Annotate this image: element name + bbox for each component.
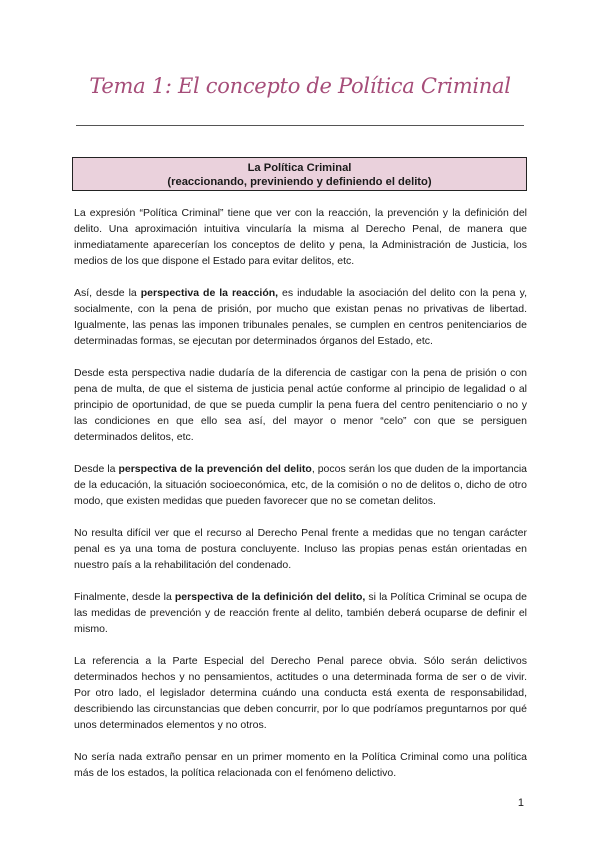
body-text	[74, 205, 527, 797]
section-header-box	[72, 157, 527, 191]
emphasis: perspectiva de la definición del delito,	[174, 591, 369, 603]
title-divider	[76, 125, 524, 126]
section-header-subtitle: (reaccionando, previniendo y definiendo el delito)	[167, 176, 432, 188]
paragraph: No sería nada extraño pensar en un primer momento en la Política Criminal como una política más de los estados, la política relacionada con el fenómeno delictivo.	[74, 751, 527, 779]
page-title: Tema 1: El concepto de Política Criminal	[89, 74, 511, 98]
paragraph: No resulta difícil ver que el recurso al Derecho Penal frente a medidas que no tengan carácter penal es ya una toma de postura concluyente. Incluso las propias penas están orientadas en nuestro país a la rehabilitación del condenado.	[74, 527, 527, 571]
emphasis: perspectiva de la reacción,	[140, 287, 279, 299]
paragraph: Finalmente, desde la perspectiva de la definición del delito, si la Política Criminal se ocupa de las medidas de prevención y de reacción frente al delito, también deberá ocuparse de definir el mismo.	[74, 591, 527, 635]
paragraph: La expresión “Política Criminal” tiene que ver con la reacción, la prevención y la definición del delito. Una aproximación intuitiva vincularía la misma al Derecho Penal, de manera que inmediatamente aparecerían los conceptos de delito y pena, la Administración de Justicia, los medios de los que dispone el Estado para evitar delitos, etc.	[74, 207, 527, 267]
section-header-title: La Política Criminal	[247, 162, 352, 174]
page-number: 1	[517, 797, 524, 809]
paragraph: Así, desde la perspectiva de la reacción, es indudable la asociación del delito con la pena y, socialmente, con la pena de prisión, por mucho que existan penas no privativas de libertad. Igualmente, las penas las imponen tribunales penales, se cumplen en centros penitenciarios de determinadas formas, se ejecutan por determinados órganos del Estado, etc.	[74, 287, 527, 347]
emphasis: perspectiva de la prevención del delito	[118, 463, 312, 475]
paragraph: La referencia a la Parte Especial del Derecho Penal parece obvia. Sólo serán delictivos determinados hechos y no pensamientos, actitudes o una determinada forma de ser o de vivir. Por otro lado, el legislador determina cuándo una conducta está exenta de responsabilidad, describiendo las circunstancias que deben concurrir, por lo que podríamos preguntarnos por qué unos determinados elementos y no otros.	[74, 655, 527, 731]
paragraph: Desde la perspectiva de la prevención del delito, pocos serán los que duden de la importancia de la educación, la situación socioeconómica, etc, de la comisión o no de delitos o, dicho de otro modo, que existen medidas que pueden favorecer que no se cometan delitos.	[74, 463, 527, 507]
paragraph: Desde esta perspectiva nadie dudaría de la diferencia de castigar con la pena de prisión o con pena de multa, de que el sistema de justicia penal actúe conforme al principio de legalidad o al principio de oportunidad, de que se pueda cumplir la pena fuera del centro penitenciario o no y las condiciones en que ello sea así, del mayor o menor “celo” con que se persiguen determinados delitos, etc.	[74, 367, 527, 443]
